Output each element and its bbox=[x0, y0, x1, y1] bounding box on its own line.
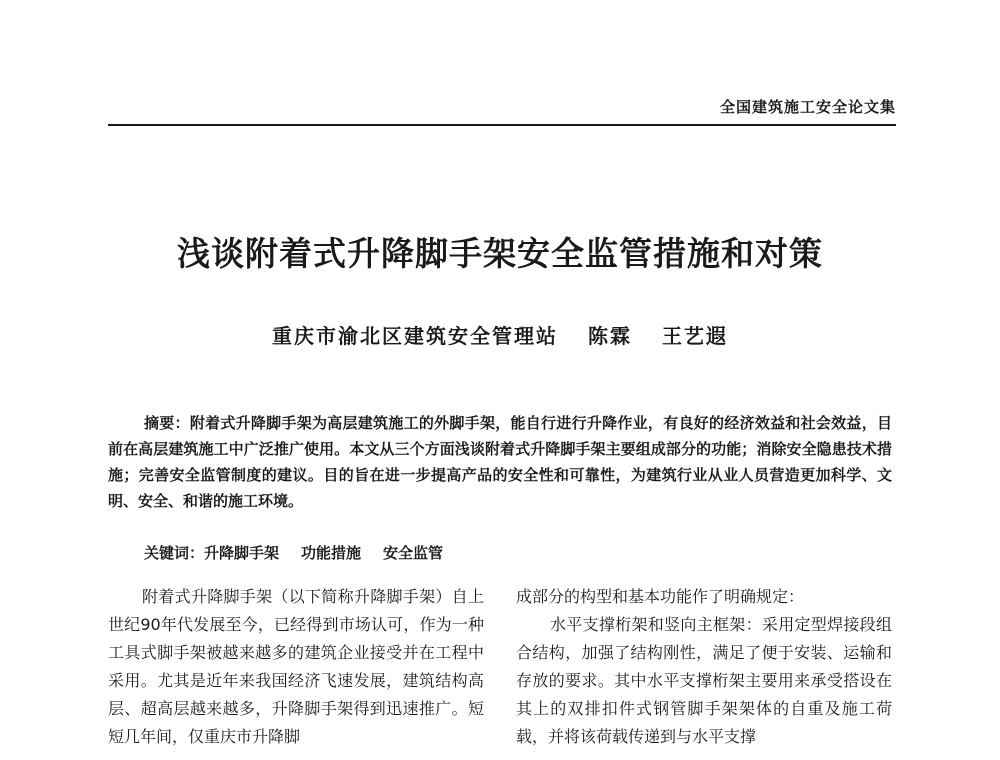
keyword: 功能措施 bbox=[301, 544, 362, 562]
keyword: 升降脚手架 bbox=[204, 544, 280, 562]
keyword: 安全监管 bbox=[383, 544, 444, 562]
abstract bbox=[108, 410, 892, 514]
paper-title: 浅谈附着式升降脚手架安全监管措施和对策 bbox=[177, 234, 823, 273]
header-rule bbox=[108, 124, 896, 126]
body-column-left bbox=[108, 583, 484, 751]
author-name: 王艺遐 bbox=[662, 324, 728, 348]
running-head: 全国建筑施工安全论文集 bbox=[719, 98, 896, 116]
keywords bbox=[144, 540, 443, 566]
keywords-label: 关键词： bbox=[144, 544, 205, 562]
body-paragraph-continuation: 成部分的构型和基本功能作了明确规定： bbox=[516, 587, 805, 606]
abstract-label: 摘要： bbox=[144, 414, 190, 432]
author-affiliation: 重庆市渝北区建筑安全管理站 bbox=[272, 324, 558, 348]
body-paragraph: 附着式升降脚手架（以下简称升降脚手架）自上世纪90年代发展至今，已经得到市场认可，作为一种工具式脚手架被越来越多的建筑企业接受并在工程中采用。尤其是近年来我国经济飞速发展，建筑结构高层、超高层越来越多，升降脚手架得到迅速推广。短短几年间，仅重庆市升降脚 bbox=[108, 587, 484, 746]
author-line bbox=[0, 320, 1000, 349]
author-name: 陈霖 bbox=[588, 324, 632, 348]
body-column-right bbox=[516, 583, 892, 751]
body-paragraph: 水平支撑桁架和竖向主框架：采用定型焊接段组合结构，加强了结构刚性，满足了便于安装、运输和存放的要求。其中水平支撑桁架主要用来承受搭设在其上的双排扣件式钢管脚手架架体的自重及施工荷载，并将该荷载传递到与水平支撑 bbox=[516, 615, 892, 746]
abstract-text: 附着式升降脚手架为高层建筑施工的外脚手架，能自行进行升降作业，有良好的经济效益和社会效益，目前在高层建筑施工中广泛推广使用。本文从三个方面浅谈附着式升降脚手架主要组成部分的功能；消除安全隐患技术措施；完善安全监管制度的建议。目的旨在进一步提高产品的安全性和可靠性，为建筑行业从业人员营造更加科学、文明、安全、和谐的施工环境。 bbox=[108, 414, 892, 510]
